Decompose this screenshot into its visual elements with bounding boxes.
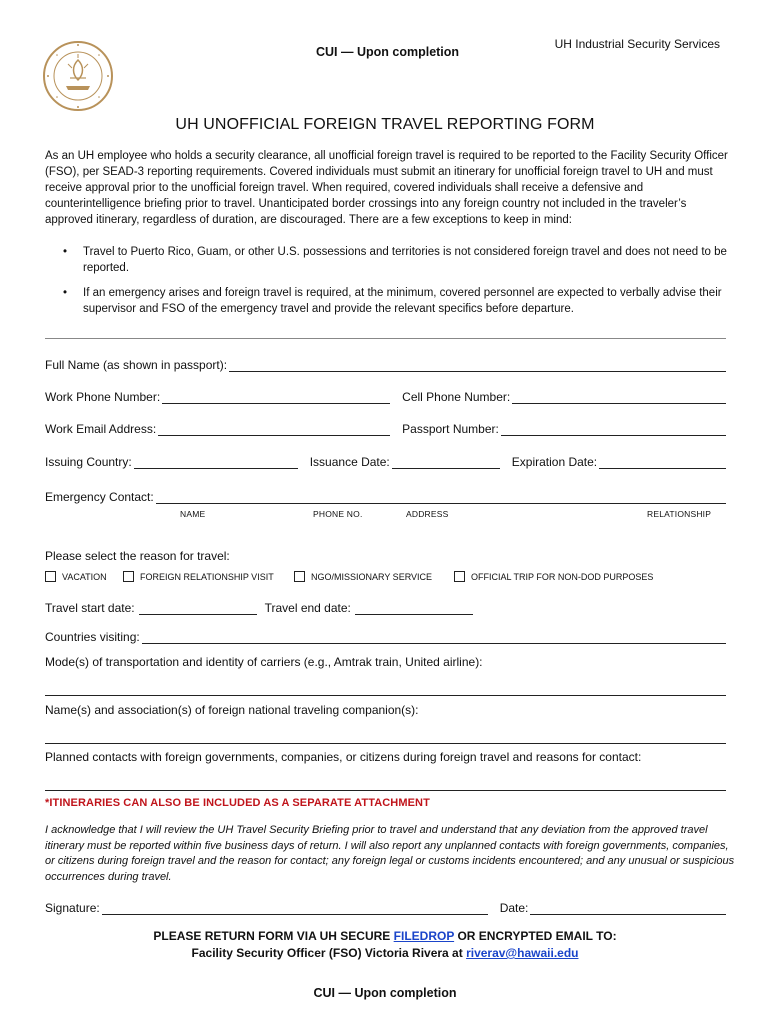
bullet-icon: • (63, 287, 68, 299)
exceptions-list (45, 244, 731, 326)
filedrop-link[interactable]: FILEDROP (393, 929, 455, 943)
checkbox-foreign-relationship-visit[interactable] (123, 571, 274, 582)
checkbox-icon[interactable] (123, 571, 134, 582)
issuing-country-label: Issuing Country: (45, 455, 132, 469)
checkbox-icon[interactable] (45, 571, 56, 582)
travel-dates-row (45, 601, 495, 615)
intro-paragraph: As an UH employee who holds a security clearance, all unofficial foreign travel is required to be reported to the Facility Security Officer (FSO), per SEAD-3 reporting requirements. Covered individuals must submit an itinerary for unofficial foreign travel to UH and must receive approval prior to the unofficial foreign travel. When required, covered individuals shall receive a defensive and counterintelligence briefing prior to travel. Unanticipated border crossings into any foreign country not included in the traveler’s approved itinerary, regardless of duration, are discouraged. There are a few exceptions to keep in mind: (45, 150, 728, 226)
reason-label: Please select the reason for travel: (45, 549, 230, 563)
issuing-country-field[interactable] (134, 456, 298, 469)
checkbox-vacation[interactable] (45, 571, 107, 582)
fso-email-link[interactable]: riverav@hawaii.edu (466, 946, 579, 960)
university-seal-icon (42, 40, 114, 112)
companions-label: Name(s) and association(s) of foreign national traveling companion(s): (45, 703, 419, 717)
form-title: UH UNOFFICIAL FOREIGN TRAVEL REPORTING FORM (175, 116, 595, 133)
travel-end-field[interactable] (355, 602, 473, 615)
subcaption-address: ADDRESS (406, 509, 449, 519)
issuance-date-label: Issuance Date: (309, 455, 390, 469)
phone-row (45, 390, 726, 404)
return-line-2 (0, 945, 770, 962)
date-field[interactable] (530, 902, 726, 915)
full-name-row (45, 358, 726, 372)
travel-start-label: Travel start date: (45, 601, 135, 615)
issuing-row (45, 455, 726, 469)
contacts-field[interactable] (45, 790, 726, 791)
countries-field[interactable] (142, 631, 726, 644)
emergency-contact-field[interactable] (156, 491, 726, 504)
travel-end-label: Travel end date: (264, 601, 351, 615)
checkbox-label: FOREIGN RELATIONSHIP VISIT (140, 571, 274, 582)
cell-phone-label: Cell Phone Number: (402, 390, 511, 404)
checkbox-ngo-missionary[interactable] (294, 571, 432, 582)
work-phone-field[interactable] (162, 391, 390, 404)
expiration-date-label: Expiration Date: (511, 455, 598, 469)
return-text: PLEASE RETURN FORM VIA UH SECURE (153, 929, 394, 943)
signature-row (45, 901, 726, 915)
signature-label: Signature: (45, 901, 100, 915)
checkbox-icon[interactable] (294, 571, 305, 582)
issuance-date-field[interactable] (392, 456, 500, 469)
subcaption-relationship: RELATIONSHIP (647, 509, 712, 519)
subcaption-phone: PHONE NO. (313, 509, 363, 519)
work-email-label: Work Email Address: (45, 422, 157, 436)
emergency-contact-row (45, 490, 726, 504)
itinerary-note: *ITINERARIES CAN ALSO BE INCLUDED AS A SEPARATE ATTACHMENT (45, 797, 430, 809)
bullet-text: If an emergency arises and foreign travel is required, at the minimum, covered personnel are expected to verbally advise their supervisor and FSO of the emergency travel and provide the relevant specifics before departure. (83, 287, 722, 315)
return-instructions (0, 928, 770, 962)
checkbox-label: VACATION (62, 571, 107, 582)
signature-field[interactable] (102, 902, 488, 915)
footer-cui-marking: CUI — Upon completion (313, 986, 457, 1000)
countries-row (45, 630, 726, 644)
checkbox-label: OFFICIAL TRIP FOR NON-DOD PURPOSES (471, 571, 654, 582)
cell-phone-field[interactable] (512, 391, 726, 404)
bullet-icon: • (63, 246, 68, 258)
checkbox-official-trip[interactable] (454, 571, 653, 582)
full-name-label: Full Name (as shown in passport): (45, 358, 228, 372)
list-item (45, 285, 731, 317)
countries-label: Countries visiting: (45, 630, 140, 644)
companions-field[interactable] (45, 743, 726, 744)
list-item (45, 244, 731, 276)
passport-label: Passport Number: (402, 422, 499, 436)
checkbox-icon[interactable] (454, 571, 465, 582)
return-text: OR ENCRYPTED EMAIL TO: (454, 929, 617, 943)
header-cui-marking: CUI — Upon completion (316, 45, 460, 59)
date-label: Date: (499, 901, 529, 915)
section-divider (45, 338, 726, 339)
work-phone-label: Work Phone Number: (45, 390, 161, 404)
header-organization: UH Industrial Security Services (554, 37, 720, 51)
acknowledgement-paragraph: I acknowledge that I will review the UH Travel Security Briefing prior to travel and understand that any deviation from the approved travel itinerary must be reported within five business days of return. I will also report any unplanned contacts with foreign governments, companies, or citizens during foreign travel and the reason for contact; any foreign legal or customs incidents encountered; and any unusual or suspicious occurrences during travel. (45, 824, 735, 883)
work-email-field[interactable] (158, 423, 390, 436)
return-line-1 (0, 928, 770, 945)
full-name-field[interactable] (229, 359, 726, 372)
bullet-text: Travel to Puerto Rico, Guam, or other U.S. possessions and territories is not considered foreign travel and does not need to be reported. (83, 246, 727, 274)
modes-field[interactable] (45, 695, 726, 696)
emergency-contact-label: Emergency Contact: (45, 490, 154, 504)
modes-label: Mode(s) of transportation and identity of carriers (e.g., Amtrak train, United airline): (45, 655, 483, 669)
fso-text: Facility Security Officer (FSO) Victoria Rivera at (191, 946, 467, 960)
expiration-date-field[interactable] (599, 456, 726, 469)
subcaption-name: NAME (180, 509, 206, 519)
checkbox-label: NGO/MISSIONARY SERVICE (311, 571, 433, 582)
travel-start-field[interactable] (139, 602, 257, 615)
passport-field[interactable] (501, 423, 726, 436)
contacts-label: Planned contacts with foreign governments, companies, or citizens during foreign travel and reasons for contact: (45, 750, 642, 764)
email-passport-row (45, 422, 726, 436)
